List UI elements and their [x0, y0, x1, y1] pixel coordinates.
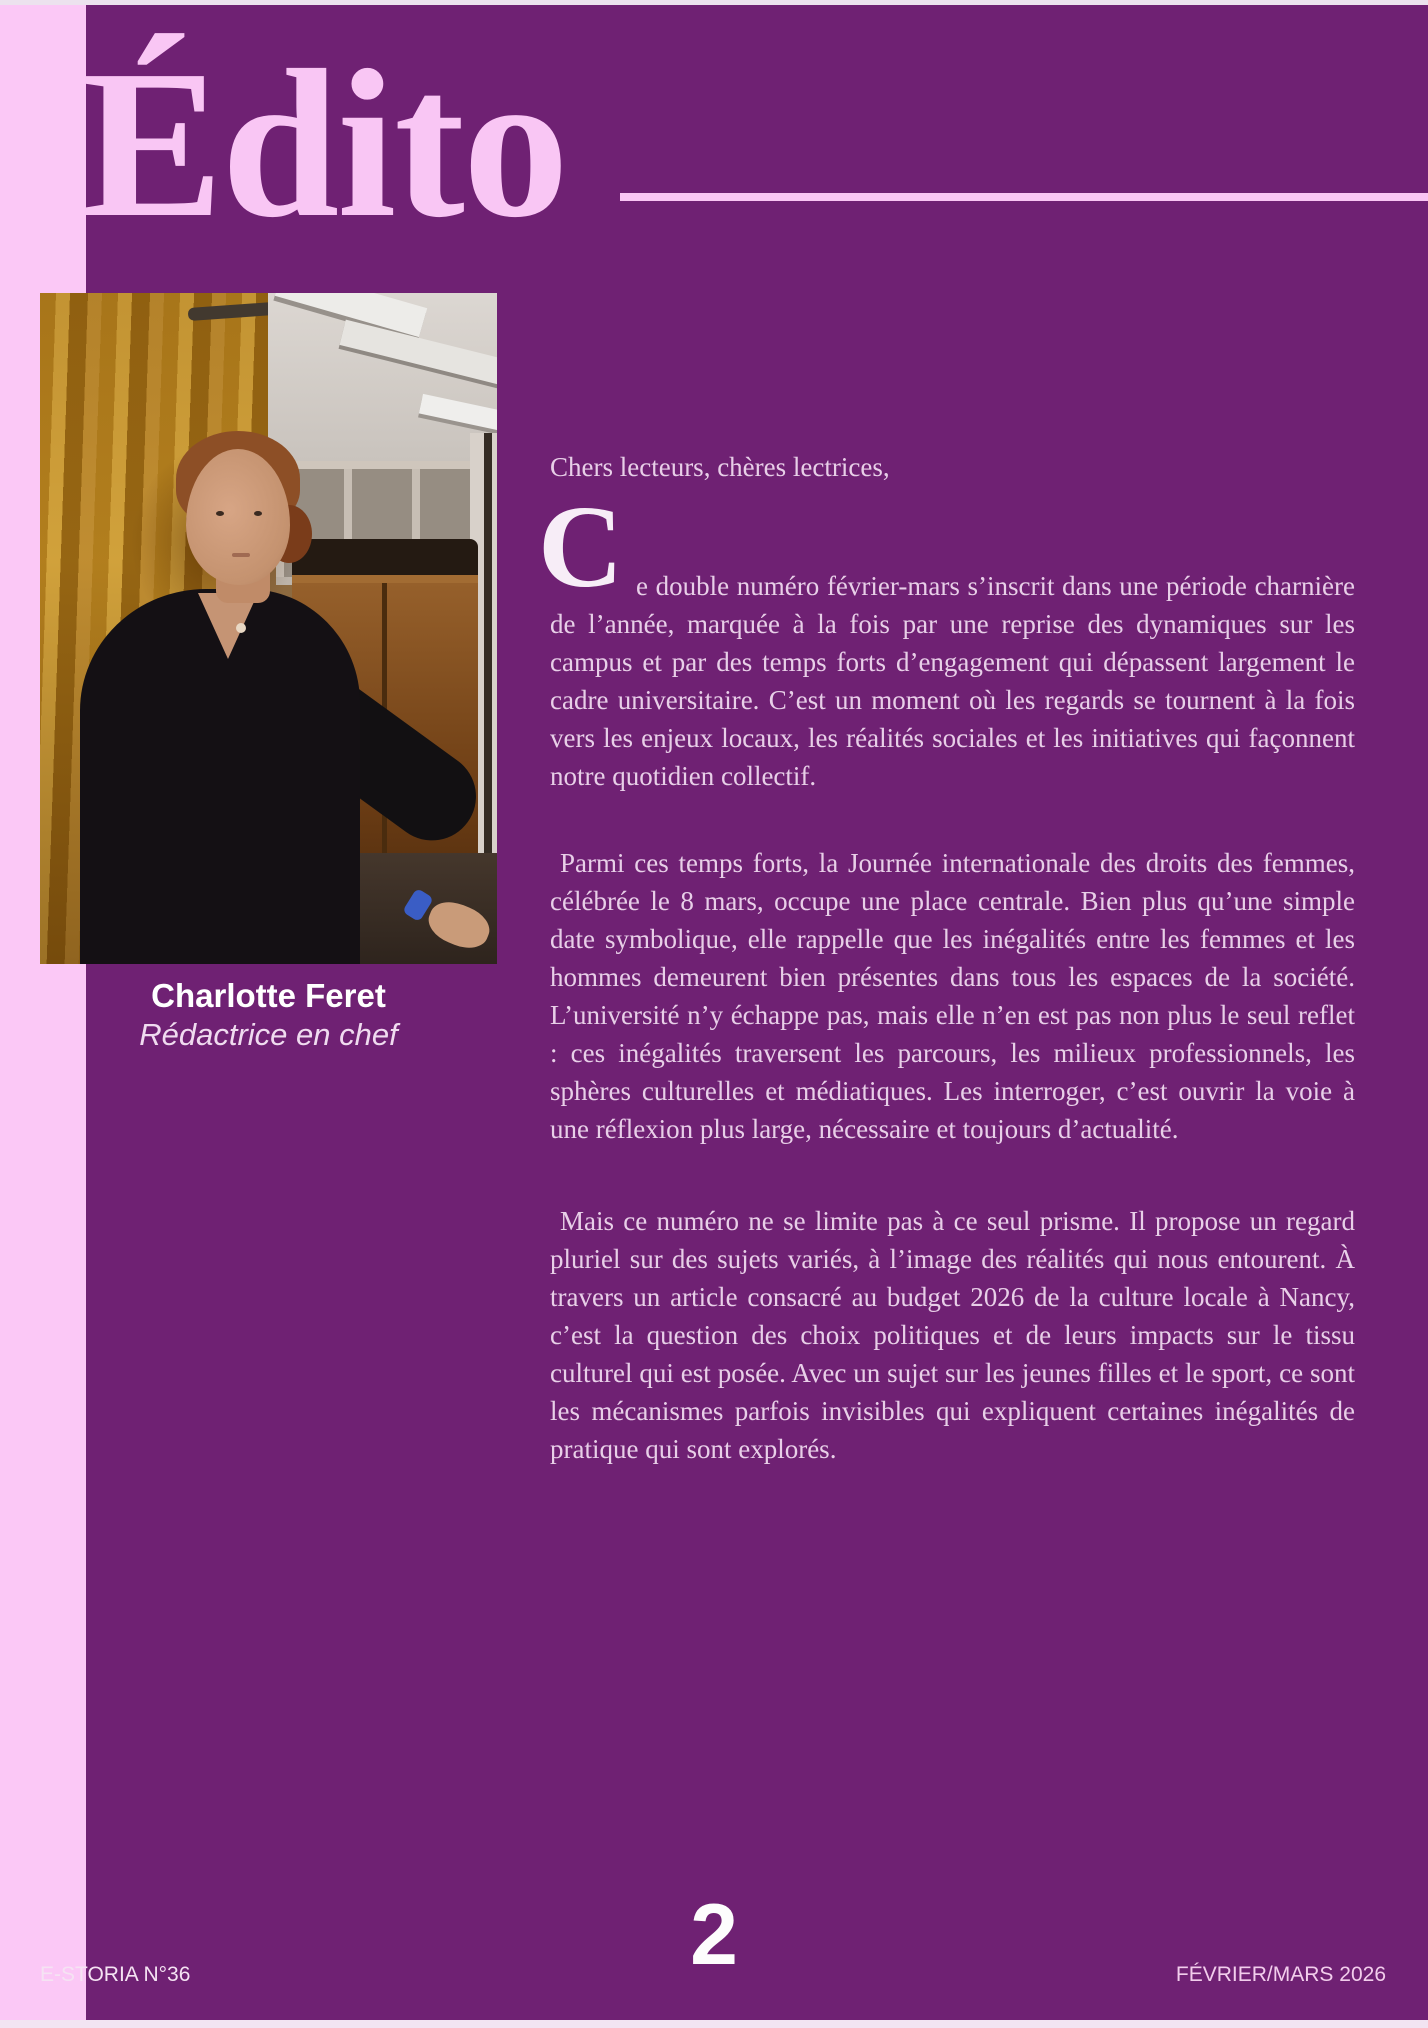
portrait-photo	[40, 293, 497, 964]
footer-magazine-issue: E-STORIA N°36	[40, 1963, 191, 1986]
photo-person-necklace	[236, 623, 246, 633]
page-title: Édito	[82, 26, 567, 261]
photo-person-mouth	[232, 553, 250, 557]
editorial-paragraph: e double numéro février-mars s’inscrit dans une période charnière de l’année, marquée à la fois par une reprise des dynamiques sur les campus et par des temps forts d’engagement qui dépassent largement le cadre universitaire. C’est un moment où les regards se tournent à la fois vers les enjeux locaux, les réalités sociales et les initiatives qui façonnent notre quotidien collectif.	[550, 571, 1355, 791]
editorial-salutation: Chers lecteurs, chères lectrices,	[550, 452, 890, 482]
top-edge-stripe	[0, 0, 1428, 5]
bottom-edge-stripe	[0, 2020, 1428, 2028]
page-number: 2	[690, 1887, 738, 1983]
editorial-dropcap: C	[538, 481, 624, 612]
photo-caption-role: Rédactrice en chef	[139, 1017, 398, 1052]
photo-caption-name: Charlotte Feret	[151, 977, 386, 1014]
editorial-paragraph: Mais ce numéro ne se limite pas à ce seul prisme. Il propose un regard pluriel sur des sujets variés, à l’image des réalités qui nous entourent. À travers un article consacré au budget 2026 de la culture locale à Nancy, c’est la question des choix politiques et de leurs impacts sur le tissu culturel qui est posée. Avec un sujet sur les jeunes filles et le sport, ce sont les mécanismes parfois invisibles qui expliquent certaines inégalités de pratique qui sont explorés.	[550, 1206, 1355, 1464]
title-rule-line	[620, 193, 1428, 201]
footer-issue-date: FÉVRIER/MARS 2026	[1175, 1963, 1386, 1986]
editorial-paragraph: Parmi ces temps forts, la Journée internationale des droits des femmes, célébrée le 8 mars, occupe une place centrale. Bien plus qu’une simple date symbolique, elle rappelle que les inégalités entre les femmes et les hommes demeurent bien présentes dans tous les espaces de la société. L’université n’y échappe pas, mais elle n’en est pas non plus le seul reflet : ces inégalités traversent les parcours, les milieux professionnels, les sphères culturelles et médiatiques. Les interroger, c’est ouvrir la voie à une réflexion plus large, nécessaire et toujours d’actualité.	[550, 848, 1355, 1144]
photo-person-eye	[216, 511, 224, 516]
photo-person-eye	[254, 511, 262, 516]
